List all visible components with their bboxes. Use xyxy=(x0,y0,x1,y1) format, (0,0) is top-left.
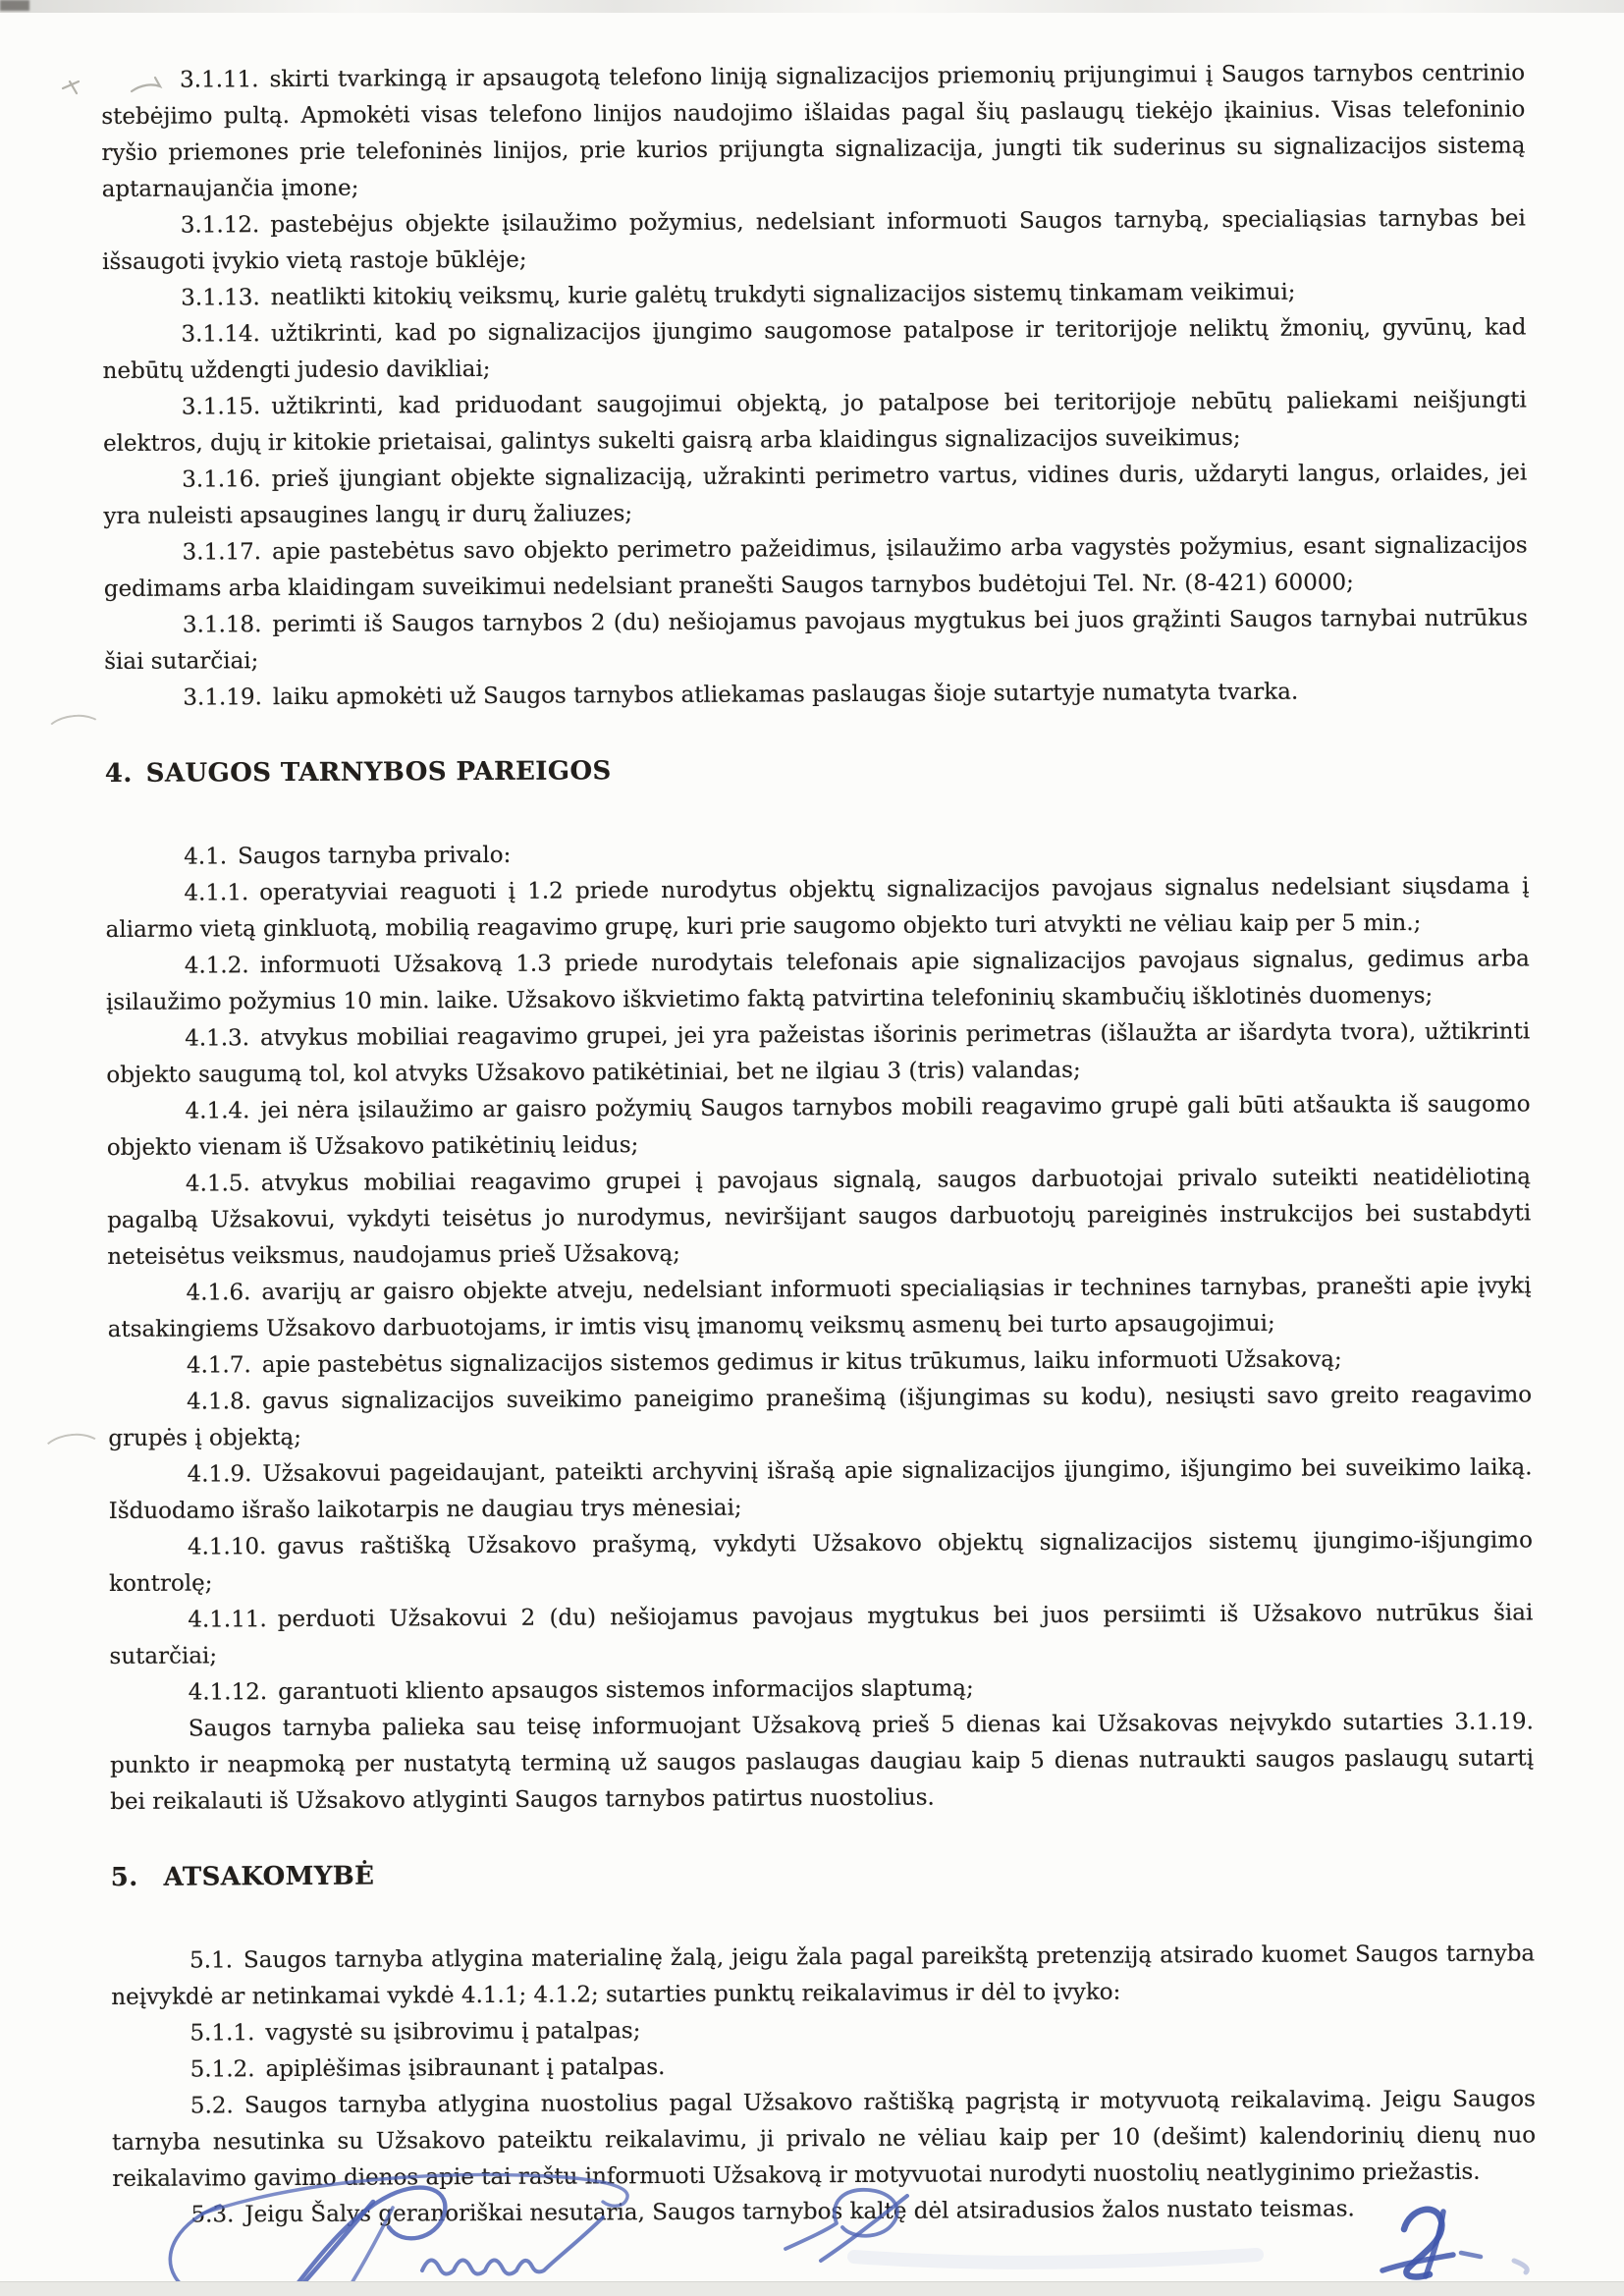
clause-number: 3.1.14. xyxy=(181,321,260,348)
clause-number: 4.1.5. xyxy=(185,1171,250,1197)
clause-number: 3.1.17. xyxy=(182,539,262,566)
clause-paragraph xyxy=(102,309,1526,390)
clause-text: skirti tvarkingą ir apsaugotą telefono liniją signalizacijos priemonių prijungimui į Saugos tarnybos centrinio stebėjimo pultą. Apmokėti visas telefono linijos naudojimo išlaidas pagal šių paslaugų tiekėjo įkainius. Visas telefoninio ryšio priemones prie telefoninės linijos, prie kurios prijungta signalizacija, jungti tik suderinus su signalizacijos sistemą aptarnaujančia įmone; xyxy=(101,60,1526,202)
clause-text: gavus signalizacijos suveikimo paneigimo pranešimą (išjungimas su kodu), nesiųsti savo greito reagavimo grupės į objektą; xyxy=(108,1382,1533,1451)
clause-paragraph xyxy=(104,600,1528,681)
clause-paragraph xyxy=(103,382,1527,463)
clause-text: neatlikti kitokių veiksmų, kurie galėtų trukdyti signalizacijos sistemų tinkamam veikimui; xyxy=(270,279,1296,311)
clause-paragraph xyxy=(106,1086,1530,1167)
clause-number: 4.1.7. xyxy=(186,1352,251,1379)
clause-text: gavus raštišką Užsakovo prašymą, vykdyti Užsakovo objektų signalizacijos sistemų įjungimo-išjungimo kontrolę; xyxy=(109,1527,1533,1597)
clause-text: perimti iš Saugos tarnybos 2 (du) nešiojamus pavojaus mygtukus bei juos grąžinti Saugos tarnybai nutrūkus šiai sutarčiai; xyxy=(104,605,1529,675)
clause-paragraph xyxy=(112,2190,1536,2234)
clause-text: operatyviai reaguoti į 1.2 priede nurodytus objektų signalizacijos pavojaus signalus nedelsiant siųsdama į aliarmo vietą ginkluotą, mobilią reagavimo grupę, kuri prie saugomo objekto turi atvykti ne vėliau kaip per 5 min.; xyxy=(105,873,1530,943)
clause-text: užtikrinti, kad priduodant saugojimui objektą, jo patalpose bei teritorijoje nebūtų paliekami neišjungti elektros, dujų ir kitokie prietaisai, galintys sukelti gaisrą arba klaidingus signalizacijos suveikimus; xyxy=(102,387,1527,457)
clause-text: garantuoti kliento apsaugos sistemos informacijos slaptumą; xyxy=(278,1675,974,1706)
clause-text: vagystė su įsibrovimu į patalpas; xyxy=(265,2018,641,2047)
clause-text: Jeigu Šalys geranoriškai nesutaria, Saugos tarnybos kaltę dėl atsiradusios žalos nustato teismas. xyxy=(244,2196,1355,2228)
scanner-edge-smudge xyxy=(0,0,29,11)
clause-paragraph xyxy=(105,868,1529,949)
clause-text: Saugos tarnyba palieka sau teisę informuojant Užsakovą prieš 5 dienas kai Užsakovas neįvykdo sutarties 3.1.19. punkto ir neapmoką per nustatytą terminą už saugos paslaugas daugiau kaip 5 dienas nutraukti saugos paslaugų sutartį bei reikalauti iš Užsakovo atlyginti Saugos tarnybos patirtus nuostolius. xyxy=(110,1709,1535,1815)
clause-paragraph xyxy=(104,527,1528,608)
clause-text: perduoti Užsakovui 2 (du) nešiojamus pavojaus mygtukus bei juos persiimti iš Užsakovo nutrūkus šiai sutarčiai; xyxy=(109,1600,1534,1669)
paper-fold-mark xyxy=(39,1431,106,1474)
clause-text: atvykus mobiliai reagavimo grupei į pavojaus signalą, saugos darbuotojai privalo suteikti neatidėliotiną pagalbą Užsakovui, vykdyti teisėtus jo nurodymus, neviršijant saugos darbuotojų pareiginės instrukcijos bei sustabdyti neteisėtus veiksmus, naudojamus prieš Užsakovą; xyxy=(107,1164,1532,1270)
document-body xyxy=(101,55,1537,2234)
scanner-edge-shadow-bottom xyxy=(0,2281,1624,2296)
clause-text: prieš įjungiant objekte signalizaciją, užrakinti perimetro vartus, vidines duris, uždaryti langus, orlaides, jei yra nuleisti apsaugines langų ir durų žaliuzes; xyxy=(103,460,1528,529)
clause-text: avarijų ar gaisro objekte atveju, nedelsiant informuoti specialiąsias ir technines tarnybas, pranešti apie įvykį atsakingiems Užsakovo darbuotojams, ir imtis visų įmanomų veiksmų asmenų bei turto apsaugojimui; xyxy=(107,1273,1532,1342)
clause-text: Saugos tarnyba privalo: xyxy=(238,842,512,870)
clause-text: pastebėjus objekte įsilaužimo požymius, nedelsiant informuoti Saugos tarnybą, specialiąsias tarnybas bei išsaugoti įvykio vietą rastoje būklėje; xyxy=(101,205,1526,275)
clause-number: 3.1.13. xyxy=(181,285,260,311)
clause-paragraph xyxy=(102,200,1526,281)
clause-number: 3.1.16. xyxy=(182,466,261,493)
body-paragraph xyxy=(110,1704,1535,1821)
section-title: ATSAKOMYBĖ xyxy=(163,1861,375,1892)
clause-text: informuoti Užsakovą 1.3 priede nurodytais telefonais apie signalizacijos pavojaus signalus, gedimus arba įsilaužimo požymius 10 min. laike. Užsakovo iškvietimo faktą patvirtina telefoninių skambučių išklotinės duomenys; xyxy=(105,946,1530,1015)
clause-number: 3.1.18. xyxy=(182,612,262,638)
clause-number: 3.1.15. xyxy=(181,394,261,420)
clause-text: atvykus mobiliai reagavimo grupei, jei yra pažeistas išorinis perimetras (išlaužta ar išardyta tvora), užtikrinti objekto saugumą tol, kol atvyks Užsakovo patikėtiniai, bet ne ilgiau 3 (tris) valandas; xyxy=(106,1018,1531,1088)
clause-number: 4.1.6. xyxy=(186,1280,251,1306)
scanner-edge-shadow-top xyxy=(0,0,1624,13)
clause-number: 5.1.1. xyxy=(189,2020,255,2047)
clause-text: Užsakovui pageidaujant, pateikti archyvinį išrašą apie signalizacijos įjungimo, išjungimo bei suveikimo laiką. Išduodamo išrašo laikotarpis ne daugiau trys mėnesiai; xyxy=(108,1454,1533,1524)
paper-fold-mark xyxy=(43,712,105,751)
clause-paragraph xyxy=(112,2081,1537,2198)
clause-paragraph xyxy=(108,1377,1532,1457)
clause-number: 4.1.1. xyxy=(184,880,249,906)
clause-number: 5.1.2. xyxy=(189,2056,255,2083)
clause-paragraph xyxy=(101,55,1526,208)
clause-number: 5.1. xyxy=(189,1947,234,1974)
clause-number: 3.1.12. xyxy=(180,212,260,239)
clause-number: 5.2. xyxy=(189,2093,234,2119)
clause-number: 3.1.19. xyxy=(183,684,262,711)
clause-text: apiplėšimas įsibraunant į patalpas. xyxy=(265,2054,666,2083)
clause-text: Saugos tarnyba atlygina nuostolius pagal Užsakovo raštišką pagrįstą ir motyvuotą reikalavimą. Jeigu Saugos tarnyba nesutinka su Užsakovo pateiktu reikalavimu, ji privalo ne vėliau kaip per 10 (dešimt) kalendorinių dienų nuo reikalavimo gavimo dienos apie tai raštu informuoti Užsakovą ir motyvuotai nurodyti nuostolių neatlyginimo priežastis. xyxy=(112,2086,1537,2192)
section-number: 5. xyxy=(110,1862,138,1892)
clause-number: 4.1.4. xyxy=(185,1098,250,1124)
clause-number: 4.1.10. xyxy=(187,1534,267,1560)
clause-paragraph xyxy=(106,941,1530,1021)
clause-number: 3.1.11. xyxy=(180,67,259,93)
clause-paragraph xyxy=(104,673,1528,717)
clause-text: užtikrinti, kad po signalizacijos įjungimo saugomose patalpose ir teritorijoje neliktų žmonių, gyvūnų, kad nebūtų uždengti judesio davikliai; xyxy=(102,314,1527,384)
clause-number: 4.1. xyxy=(184,844,228,870)
section-number: 4. xyxy=(104,758,133,789)
clause-paragraph xyxy=(108,1449,1532,1530)
clause-text: laiku apmokėti už Saugos tarnybos atliekamas paslaugas šioje sutartyje numatyta tvarka. xyxy=(272,679,1299,711)
clause-paragraph xyxy=(109,1522,1533,1603)
clause-number: 5.3. xyxy=(190,2202,235,2228)
clause-number: 4.1.12. xyxy=(188,1679,268,1706)
clause-number: 4.1.3. xyxy=(185,1025,250,1052)
clause-paragraph xyxy=(111,1936,1535,2016)
section-heading xyxy=(105,748,1529,793)
clause-paragraph xyxy=(109,1595,1533,1675)
section-heading xyxy=(111,1852,1535,1896)
clause-number: 4.1.11. xyxy=(188,1607,267,1633)
clause-text: apie pastebėtus savo objekto perimetro pažeidimus, įsilaužimo arba vagystės požymius, esant signalizacijos gedimams arba klaidingam suveikimui nedelsiant pranešti Saugos tarnybos budėtojui Tel. Nr. (8-421) 60000; xyxy=(103,532,1528,602)
clause-paragraph xyxy=(107,1268,1531,1348)
clause-paragraph xyxy=(107,1159,1532,1276)
clause-text: Saugos tarnyba atlygina materialinę žalą, jeigu žala pagal pareikštą pretenziją atsirado kuomet Saugos tarnyba neįvykdė ar netinkamai vykdė 4.1.1; 4.1.2; sutarties punktų reikalavimus ir dėl to įvyko: xyxy=(111,1941,1536,2010)
clause-paragraph xyxy=(103,455,1527,535)
clause-number: 4.1.2. xyxy=(184,953,249,979)
clause-paragraph xyxy=(106,1013,1530,1094)
clause-text: apie pastebėtus signalizacijos sistemos gedimus ir kitus trūkumus, laiku informuoti Užsakovą; xyxy=(261,1346,1342,1379)
clause-number: 4.1.9. xyxy=(187,1461,252,1488)
section-title: SAUGOS TARNYBOS PAREIGOS xyxy=(145,756,612,789)
clause-number: 4.1.8. xyxy=(187,1389,252,1415)
clause-text: jei nėra įsilaužimo ar gaisro požymių Saugos tarnybos mobili reagavimo grupė gali būti atšaukta iš saugomo objekto vienam iš Užsakovo patikėtinių leidus; xyxy=(106,1091,1531,1161)
